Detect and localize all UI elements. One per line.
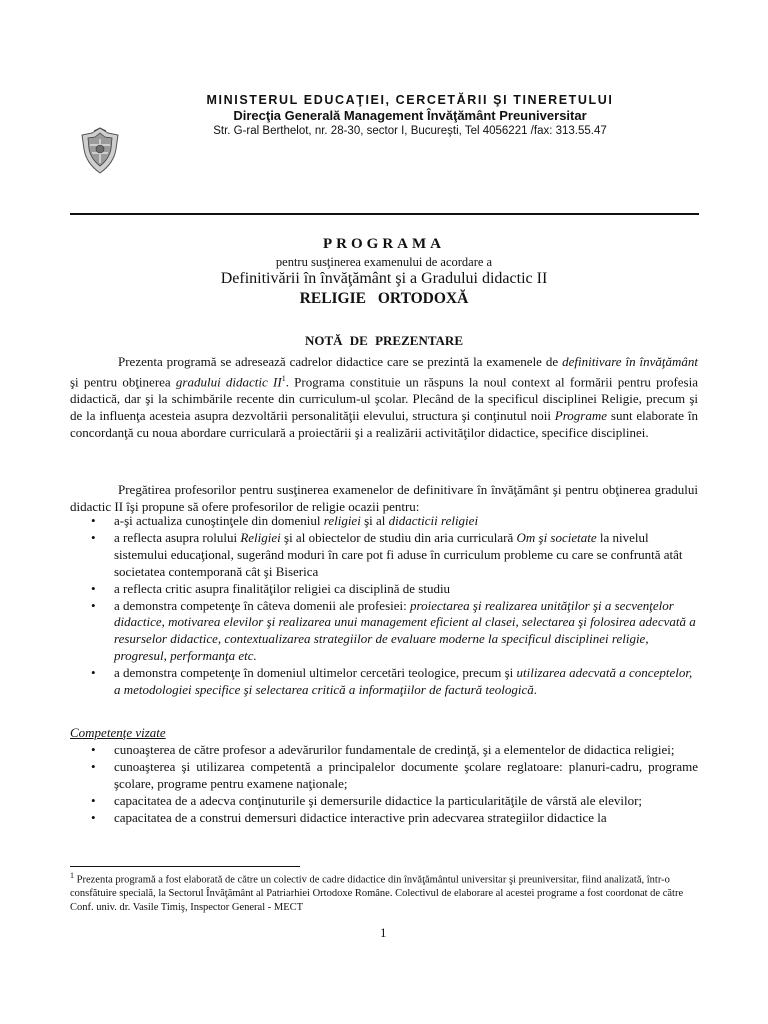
- list-item: • cunoaşterea şi utilizarea competentă a principalelor documente şcolare reglatoare: planuri-cadru, programe şcolare, programe pentru examene naţionale;: [88, 759, 698, 793]
- subject-title: RELIGIE ORTODOXĂ: [299, 290, 469, 307]
- document-title: PROGRAMA: [323, 236, 445, 252]
- ministry-name: MINISTERUL EDUCAŢIEI, CERCETĂRII ŞI TINERETULUI: [206, 93, 614, 107]
- list-item: • a demonstra competenţe în domeniul ultimelor cercetări teologice, precum şi utilizarea adecvată a conceptelor, a metodologiei specifice şi selectarea critică a informaţiilor de factură teologică.: [88, 665, 698, 699]
- list-item: • a reflecta critic asupra finalităţilor religiei ca disciplină de studiu: [88, 581, 698, 598]
- goals-list: [88, 513, 698, 699]
- section-heading-nota: NOTĂ DE PREZENTARE: [304, 333, 463, 348]
- direction-name: Direcţia Generală Management Învăţământ Preuniversitar: [233, 108, 587, 123]
- footnote-ref: 1: [281, 374, 286, 383]
- list-item: • capacitatea de a adecva conţinuturile şi demersurile didactice la particularităţile de vârstă ale elevilor;: [88, 793, 698, 810]
- footnote: $^1$ Prezenta programă a fost elaborată de către un colectiv de cadre didactice din învăţământul universitar şi preuniversitar, fiind analizată, într-o consfătuire specială, la Sectorul Învăţământ al Patriarhiei Ortodoxe Române. Colectivul de elaborare al acestei programe a fost coordonat de către Conf. univ. dr. Vasile Timiş, Inspector General - MECT: [70, 871, 684, 913]
- list-item: • a-şi actualiza cunoştinţele din domeniul religiei şi al didacticii religiei: [88, 513, 698, 530]
- header-divider: [70, 213, 699, 215]
- competences-list: [88, 742, 698, 827]
- coat-of-arms-icon: [78, 127, 122, 175]
- document-subtitle: pentru susţinerea examenului de acordare a: [275, 255, 493, 269]
- goals-paragraph: Pregătirea profesorilor pentru susţinerea examenelor de definitivare în învăţământ şi pentru obţinerea gradului didactic II îşi propune să ofere profesorilor de religie ocazii pentru:: [70, 482, 698, 514]
- footnote-divider: [70, 866, 300, 867]
- list-item: • a reflecta asupra rolului Religiei şi al obiectelor de studiu din aria curriculară Om şi societate la nivelul sistemului educaţional, sugerând moduri în care pot fi aduse în curriculum probleme cu care se confruntă atât societatea contemporană cât şi Biserica: [88, 530, 698, 581]
- page-number: 1: [380, 925, 387, 940]
- list-item: • cunoaşterea de către profesor a adevărurilor fundamentale de credinţă, şi a elementelor de didactica religiei;: [88, 742, 698, 759]
- exam-title: Definitivării în învăţământ şi a Gradului didactic II: [220, 270, 548, 287]
- section-heading-competente: Competenţe vizate: [70, 725, 166, 740]
- list-item: • capacitatea de a construi demersuri didactice interactive prin adecvarea strategiilor didactice la: [88, 810, 698, 827]
- ministry-address: Str. G-ral Berthelot, nr. 28-30, sector I, Bucureşti, Tel 4056221 /fax: 313.55.47: [213, 125, 607, 137]
- list-item: • a demonstra competenţe în câteva domenii ale profesiei: proiectarea şi realizarea unităţilor şi a secvenţelor didactice, motivarea elevilor şi realizarea unui management eficient al clasei, selectarea şi folosirea adecvată a resurselor didactice, contextualizarea strategiilor de evaluare moderne la specificul disciplinei religie, progresul, performanţa etc.: [88, 598, 698, 666]
- intro-paragraph: Prezenta programă se adresează cadrelor didactice care se prezintă la examenele de definitivare în învăţământ şi pentru obţinerea gradului didactic $II^1$. Programa constituie un răspuns la noul context al formării pentru profesia didactică, dar şi la schimbările recente din curriculum-ul şcolar. Plecând de la specificul disciplinei Religie, precum şi de la influenţa acesteia asupra dezvoltării personalităţii elevului, structura şi conţinutul noii Programe sunt elaborate în concordanţă cu noua abordare curriculară a proiectării şi a realizării activităţilor didactice, specifice disciplinei.: [70, 354, 699, 441]
